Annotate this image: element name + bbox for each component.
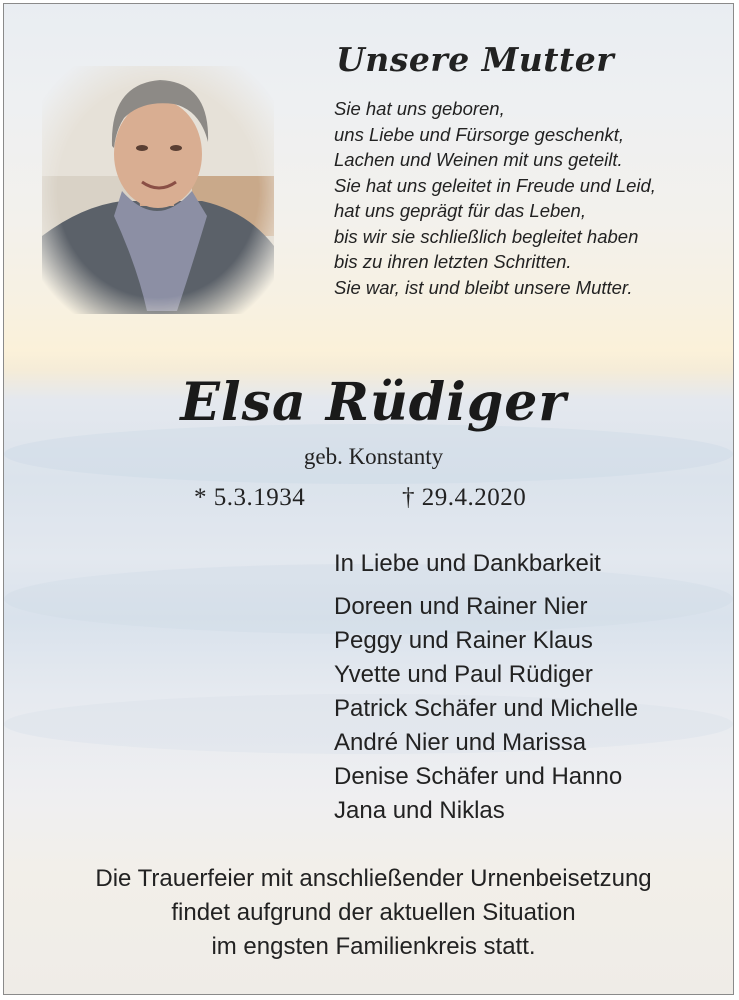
list-item: Denise Schäfer und Hanno	[334, 763, 623, 790]
list-item: Yvette und Paul Rüdiger	[334, 661, 593, 688]
poem-line: Lachen und Weinen mit uns geteilt.	[334, 149, 623, 170]
poem-line: bis zu ihren letzten Schritten.	[334, 251, 572, 272]
poem-heading: Unsere Mutter	[336, 40, 615, 79]
funeral-info-line: findet aufgrund der aktuellen Situation	[171, 899, 576, 926]
portrait-photo	[42, 66, 274, 314]
deceased-name: Elsa Rüdiger	[180, 372, 567, 433]
funeral-info-line: im engsten Familienkreis statt.	[211, 933, 536, 960]
poem-line: uns Liebe und Fürsorge geschenkt,	[334, 123, 625, 145]
death-date: † 29.4.2020	[402, 484, 527, 511]
list-item: Patrick Schäfer und Michelle	[334, 695, 639, 722]
list-item: Jana und Niklas	[334, 797, 505, 824]
poem-line: Sie hat uns geleitet in Freude und Leid,	[334, 174, 656, 196]
portrait-image	[42, 66, 274, 314]
thanks-line: In Liebe und Dankbarkeit	[334, 550, 601, 577]
funeral-info	[4, 862, 734, 964]
poem-text	[334, 96, 656, 300]
funeral-info-line: Die Trauerfeier mit anschließender Urnenbeisetzung	[95, 865, 652, 892]
mourners-list	[334, 590, 638, 828]
list-item: André Nier und Marissa	[334, 729, 587, 756]
poem-line: Sie hat uns geboren,	[334, 98, 505, 119]
poem-line: hat uns geprägt für das Leben,	[334, 200, 586, 221]
obituary-notice	[3, 3, 734, 995]
poem-line: Sie war, ist und bleibt unsere Mutter.	[334, 276, 633, 298]
maiden-name: geb. Konstanty	[303, 444, 444, 469]
birth-date: * 5.3.1934	[194, 484, 306, 511]
list-item: Peggy und Rainer Klaus	[334, 627, 593, 654]
list-item: Doreen und Rainer Nier	[334, 593, 588, 620]
poem-line: bis wir sie schließlich begleitet haben	[334, 225, 639, 247]
